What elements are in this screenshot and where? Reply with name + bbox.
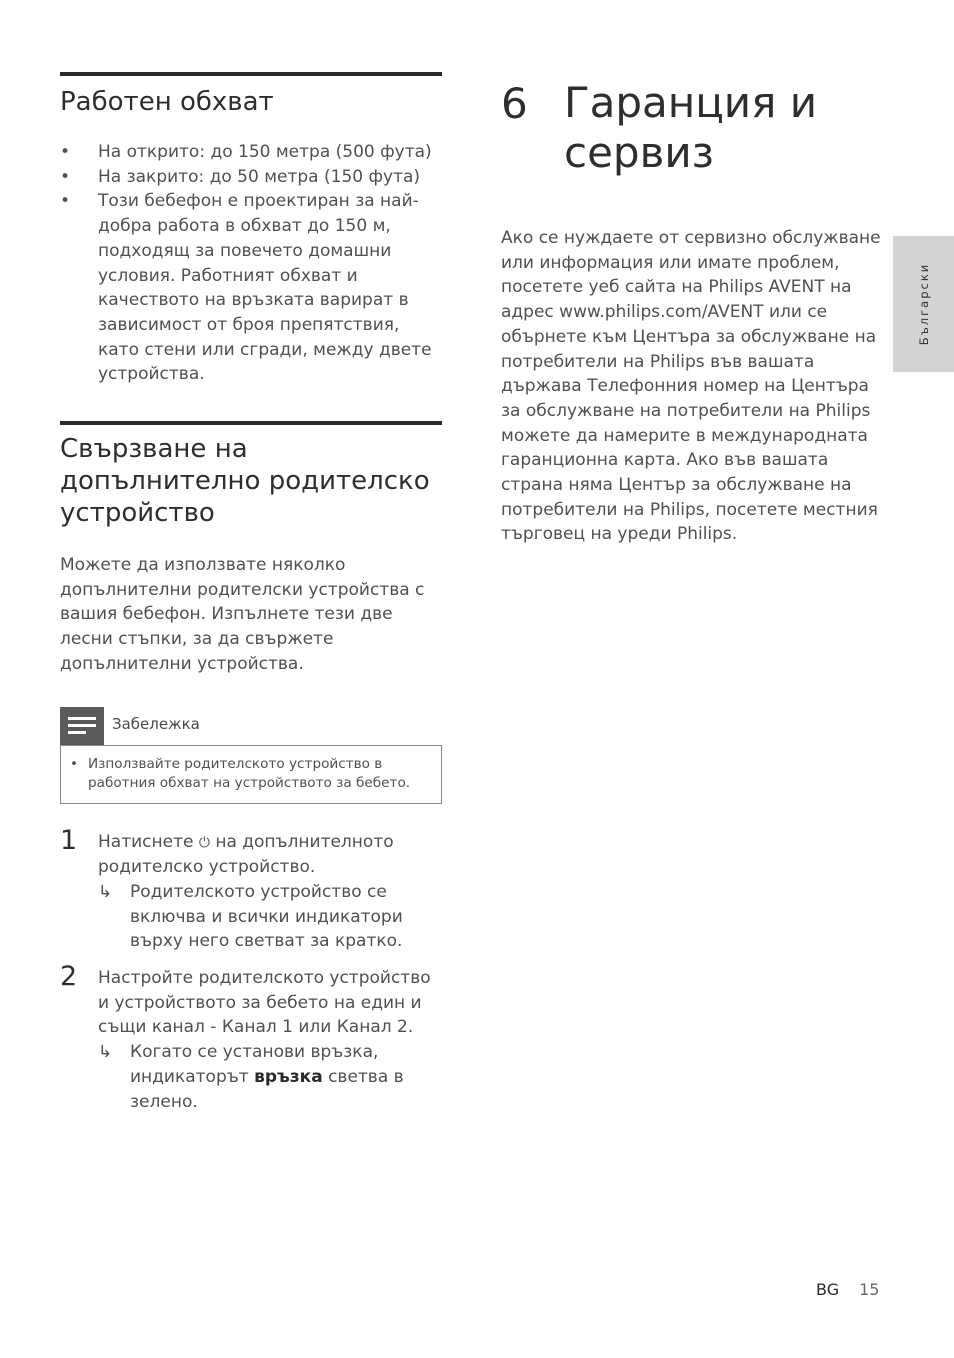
list-item-text: На открито: до 150 метра (500 фута) xyxy=(98,142,432,162)
language-tab xyxy=(893,236,954,372)
section-title: Свързване на допълнително родителско устройство xyxy=(60,434,430,529)
list-item xyxy=(60,189,442,387)
footer-language-code: BG xyxy=(816,1280,840,1299)
section-additional-parent-unit xyxy=(60,421,442,1114)
bullet-icon: • xyxy=(70,755,79,772)
note-title: Забележка xyxy=(112,714,200,733)
warranty-paragraph: Ако се нуждаете от сервизно обслужване или информация или имате проблем, посетете уеб сайта на Philips AVENT на адрес www.philips.com/AVENT или се обърнете към Центъра за обслужване на потребители на Philips във вашата държава Телефонния номер на Центъра за обслужване на потребители на Philips можете да намерите в международната гаранционна карта. Ако във вашата страна няма Център за обслужване на потребители на Philips, посетете местния търговец на уреди Philips. xyxy=(501,228,881,545)
chapter-heading xyxy=(501,78,881,188)
power-icon: ⏻ xyxy=(198,834,210,851)
step-result xyxy=(98,1040,442,1114)
result-text: Родителското устройство се включва и всички индикатори върху него светват за кратко. xyxy=(130,881,403,952)
list-item xyxy=(60,140,442,165)
section-rule xyxy=(60,72,442,76)
step-number: 2 xyxy=(60,961,78,993)
link-indicator-label: връзка xyxy=(254,1066,323,1087)
bullet-icon: • xyxy=(60,191,71,212)
page-number: 15 xyxy=(859,1280,880,1299)
result-text: Когато се установи връзка, индикаторът xyxy=(130,1042,379,1087)
list-item xyxy=(60,165,442,190)
list-item-text: Този бебефон е проектиран за най-добра работа в обхват до 150 м, подходящ за повечето домашни условия. Работният обхват и качеството на връзката варират в зависимост от броя препятствия, като стени или сгради, между двете устройства. xyxy=(98,191,432,385)
page-footer xyxy=(816,1280,879,1299)
step-text: Настройте родителското устройство и устройството за бебето на един и същи канал - Канал 1 или Канал 2. xyxy=(98,968,431,1038)
note-text: Използвайте родителското устройство в работния обхват на устройството за бебето. xyxy=(88,755,411,792)
intro-paragraph: Можете да използвате няколко допълнителни родителски устройства с вашия бебефон. Изпълнете тези две лесни стъпки, за да свържете допълнителни устройства. xyxy=(60,555,425,674)
section-rule xyxy=(60,421,442,425)
right-column xyxy=(501,78,881,547)
note-header xyxy=(60,707,442,745)
step-number: 1 xyxy=(60,824,78,856)
note-icon xyxy=(60,707,104,745)
step-text xyxy=(98,830,442,880)
list-item-text: На закрито: до 50 метра (150 фута) xyxy=(98,166,421,187)
chapter-title: Гаранция и сервиз xyxy=(564,78,818,177)
step-text-part: Натиснете xyxy=(98,831,194,852)
section-operating-range xyxy=(60,72,442,387)
left-column xyxy=(60,72,442,1114)
step-result xyxy=(98,880,442,954)
step-1 xyxy=(60,824,442,955)
bullet-icon: • xyxy=(60,142,71,162)
result-arrow-icon: ↳ xyxy=(98,1042,113,1063)
step-2 xyxy=(60,961,442,1114)
result-text: светва в зелено. xyxy=(130,1066,404,1112)
note-box xyxy=(60,745,442,804)
step-text-part: на допълнителното родителско устройство. xyxy=(98,831,394,878)
range-list xyxy=(60,140,442,387)
section-title: Работен обхват xyxy=(60,87,274,117)
chapter-number: 6 xyxy=(501,79,528,128)
result-arrow-icon: ↳ xyxy=(98,881,113,902)
bullet-icon: • xyxy=(60,166,71,187)
language-tab-label: Български xyxy=(916,262,931,346)
